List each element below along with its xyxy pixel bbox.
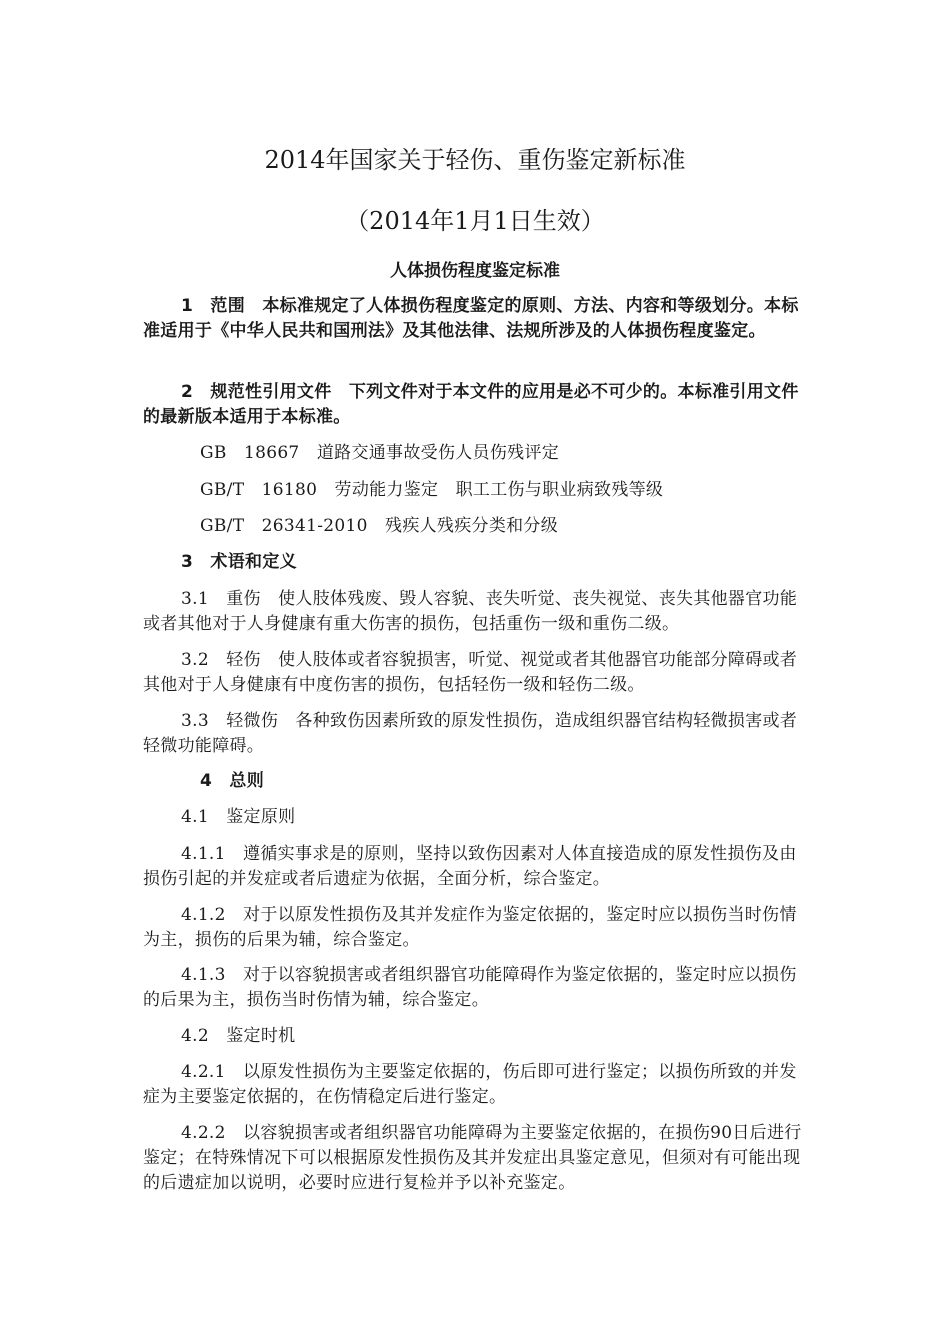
section-4-heading: 4 总则 (200, 771, 265, 791)
section-3-heading: 3 术语和定义 (181, 552, 297, 572)
document-title: 2014年国家关于轻伤、重伤鉴定新标准 (264, 146, 686, 174)
reference-gb-18667: GB 18667 道路交通事故受伤人员伤残评定 (200, 443, 560, 463)
clause-3-3-slight-injury: 3.3 轻微伤 各种致伤因素所致的原发性损伤，造成组织器官结构轻微损害或者轻微功能障碍。 (143, 711, 798, 756)
section-1-scope: 1 范围 本标准规定了人体损伤程度鉴定的原则、方法、内容和等级划分。本标准适用于《中华人民共和国刑法》及其他法律、法规所涉及的人体损伤程度鉴定。 (143, 296, 799, 341)
reference-gbt-16180: GB/T 16180 劳动能力鉴定 职工工伤与职业病致残等级 (200, 480, 664, 500)
effective-date-line: （2014年1月1日生效） (345, 207, 605, 235)
section-2-normative-references: 2 规范性引用文件 下列文件对于本文件的应用是必不可少的。本标准引用文件的最新版本适用于本标准。 (143, 382, 799, 427)
clause-4-1-heading: 4.1 鉴定原则 (181, 807, 296, 827)
clause-4-1-3: 4.1.3 对于以容貌损害或者组织器官功能障碍作为鉴定依据的，鉴定时应以损伤的后果为主，损伤当时伤情为辅，综合鉴定。 (143, 965, 797, 1010)
clause-4-2-1: 4.2.1 以原发性损伤为主要鉴定依据的，伤后即可进行鉴定；以损伤所致的并发症为主要鉴定依据的，在伤情稳定后进行鉴定。 (143, 1062, 797, 1107)
clause-4-1-1: 4.1.1 遵循实事求是的原则，坚持以致伤因素对人体直接造成的原发性损伤及由损伤引起的并发症或者后遗症为依据，全面分析，综合鉴定。 (143, 844, 797, 889)
clause-3-2-minor-injury: 3.2 轻伤 使人肢体或者容貌损害，听觉、视觉或者其他器官功能部分障碍或者其他对于人身健康有中度伤害的损伤，包括轻伤一级和轻伤二级。 (143, 650, 798, 695)
clause-4-2-heading: 4.2 鉴定时机 (181, 1026, 296, 1046)
clause-3-1-serious-injury: 3.1 重伤 使人肢体残废、毁人容貌、丧失听觉、丧失视觉、丧失其他器官功能或者其他对于人身健康有重大伤害的损伤，包括重伤一级和重伤二级。 (143, 589, 798, 634)
clause-4-1-2: 4.1.2 对于以原发性损伤及其并发症作为鉴定依据的，鉴定时应以损伤当时伤情为主，损伤的后果为辅，综合鉴定。 (143, 905, 797, 950)
reference-gbt-26341: GB/T 26341-2010 残疾人残疾分类和分级 (200, 516, 559, 536)
clause-4-2-2: 4.2.2 以容貌损害或者组织器官功能障碍为主要鉴定依据的，在损伤90日后进行鉴定；在特殊情况下可以根据原发性损伤及其并发症出具鉴定意见，但须对有可能出现的后遗症加以说明，必要时应进行复检并予以补充鉴定。 (143, 1123, 802, 1193)
standard-subtitle: 人体损伤程度鉴定标准 (390, 261, 560, 281)
